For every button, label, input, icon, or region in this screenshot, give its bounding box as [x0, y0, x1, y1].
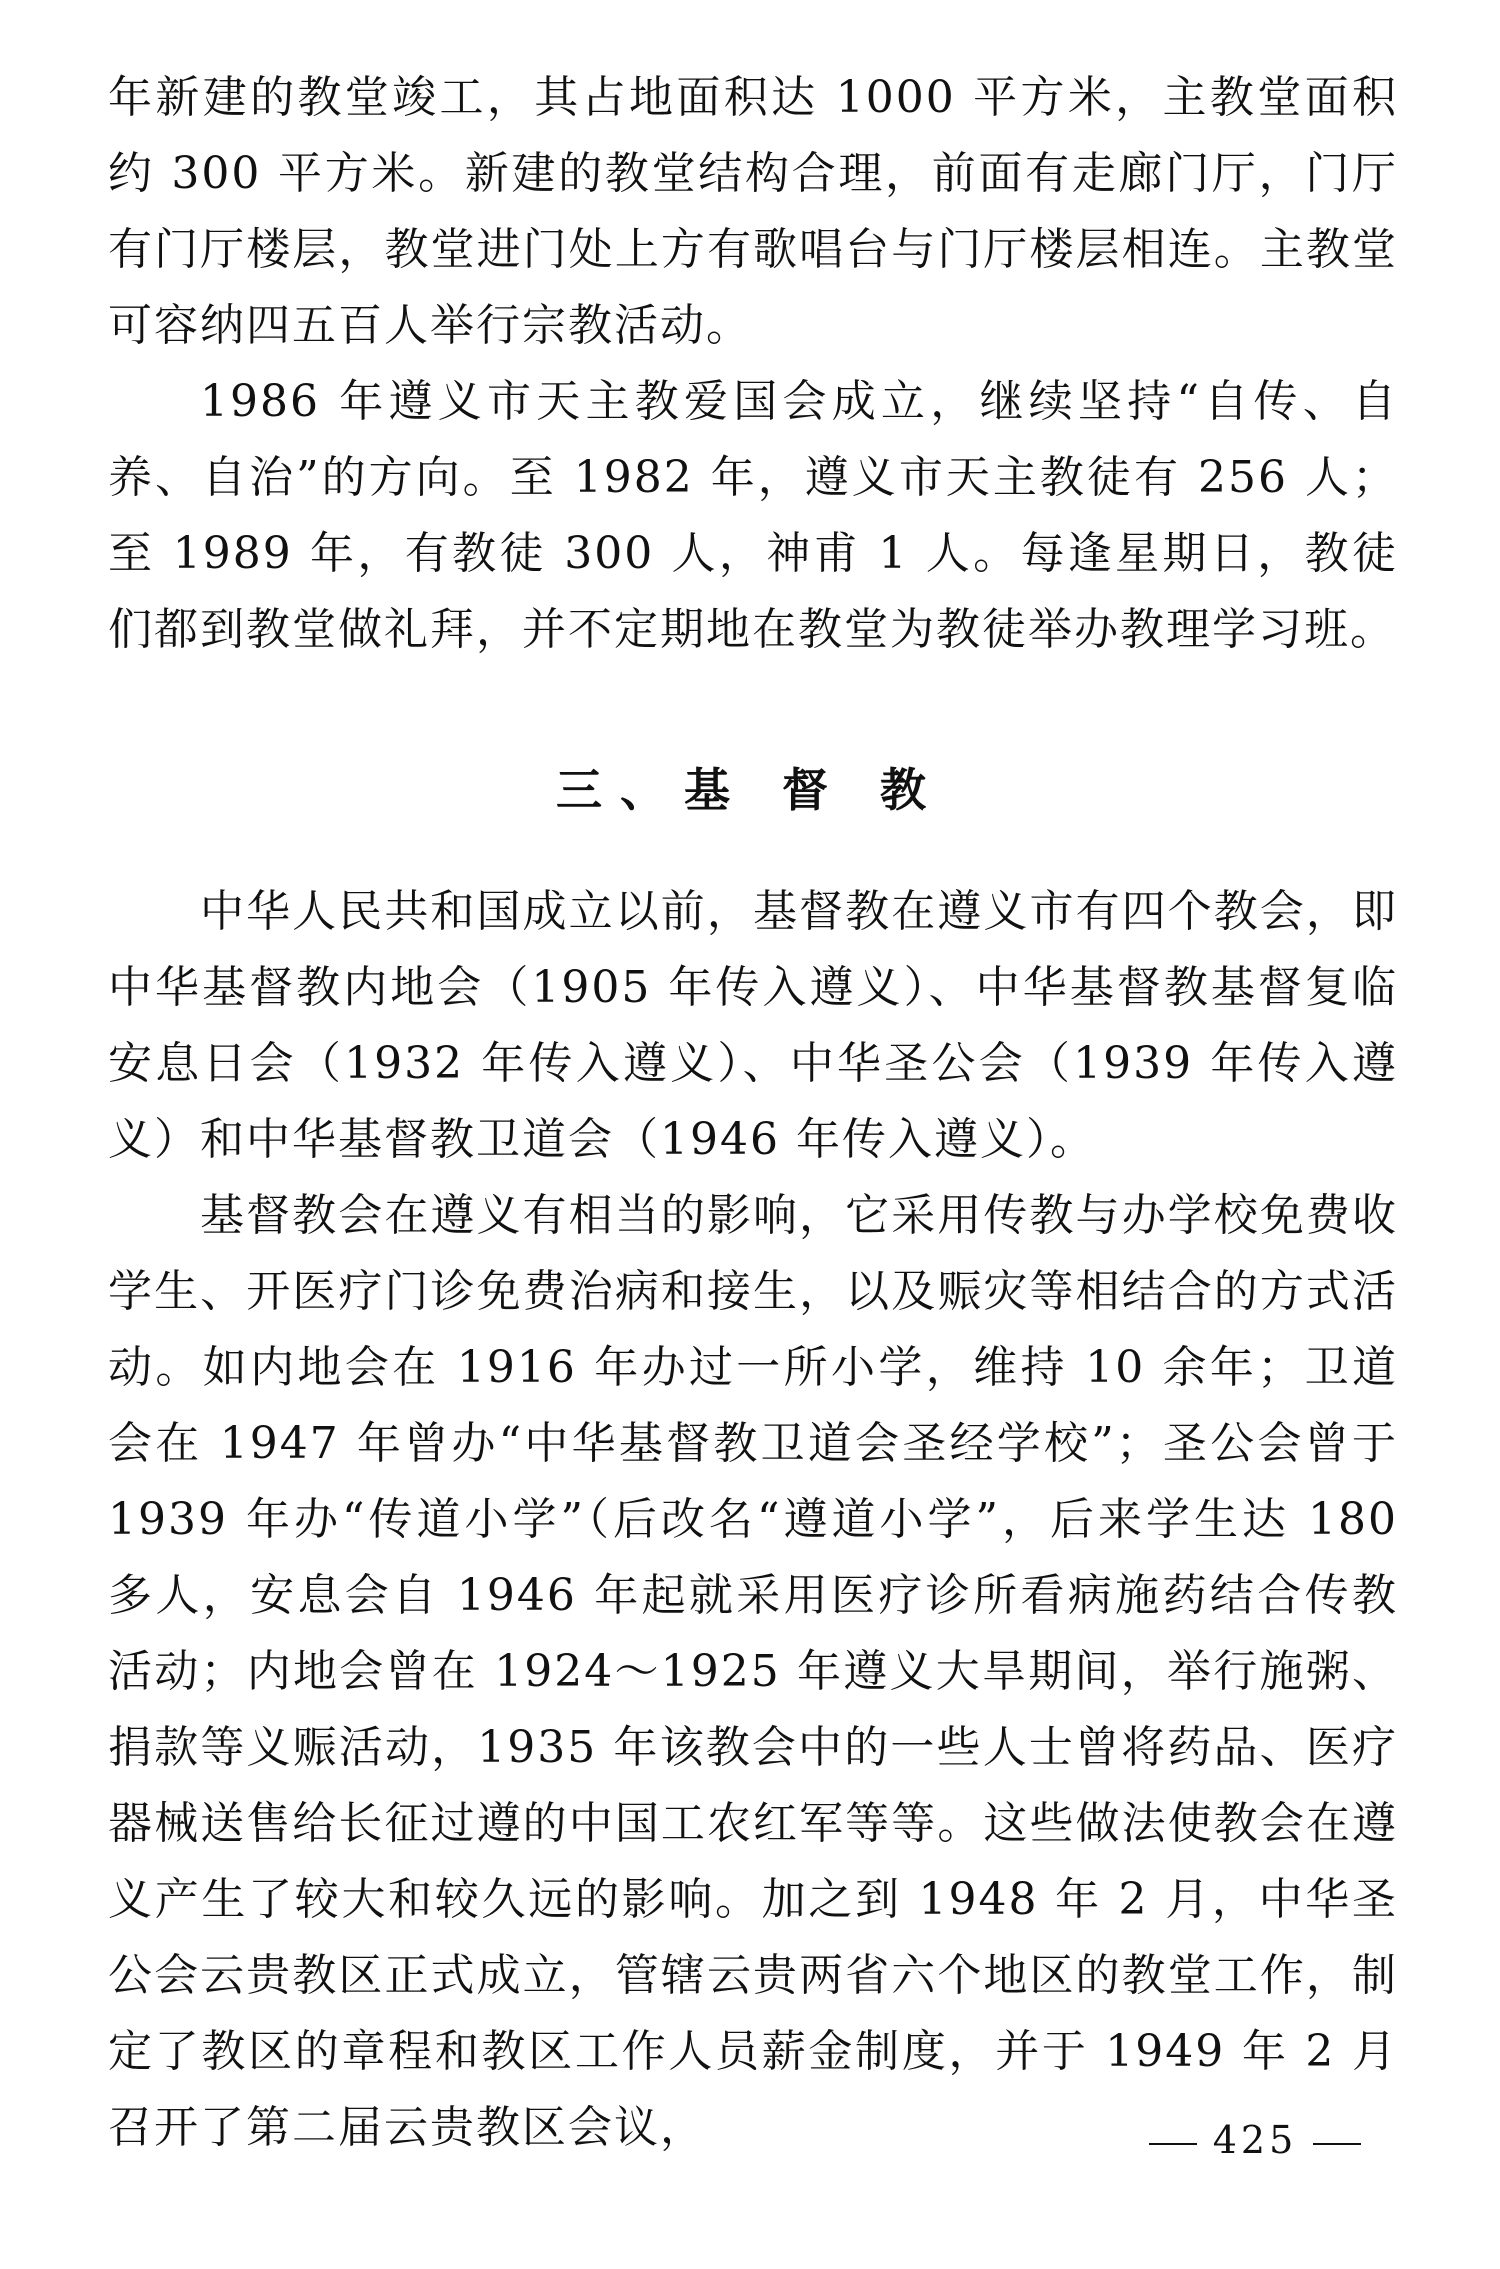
page-number-value: 425 [1212, 2118, 1298, 2162]
paragraph-christian-influence: 基督教会在遵义有相当的影响，它采用传教与办学校免费收学生、开医疗门诊免费治病和接生，以及赈灾等相结合的方式活动。如内地会在 1916 年办过一所小学，维持 10 余年；卫道会在 1947 年曾办“中华基督教卫道会圣经学校”；圣公会曾于 1939 年办“传道小学”（后改名“遵道小学”，后来学生达 180 多人，安息会自 1946 年起就采用医疗诊所看病施药结合传教活动；内地会曾在 1924～1925 年遵义大旱期间，举行施粥、捐款等义赈活动，1935 年该教会中的一些人士曾将药品、医疗器械送售给长征过遵的中国工农红军等等。这些做法使教会在遵义产生了较大和较久远的影响。加之到 1948 年 2 月，中华圣公会云贵教区正式成立，管辖云贵两省六个地区的教堂工作，制定了教区的章程和教区工作人员薪金制度，并于 1949 年 2 月召开了第二届云贵教区会议， [108, 1190, 1398, 2153]
dash-right [1313, 2143, 1361, 2145]
paragraph-catholic-association: 1986 年遵义市天主教爱国会成立，继续坚持“自传、自养、自治”的方向。至 1982 年，遵义市天主教徒有 256 人；至 1989 年，有教徒 300 人，神甫 1 人。每逢星期日，教徒们都到教堂做礼拜，并不定期地在教堂为教徒举办教理学习班。 [108, 376, 1398, 655]
section-title-christianity: 三、基 督 教 [555, 763, 945, 817]
dash-left [1149, 2143, 1197, 2145]
page-number [1130, 2110, 1380, 2170]
paragraph-catholic-church-building: 年新建的教堂竣工，其占地面积达 1000 平方米，主教堂面积约 300 平方米。新建的教堂结构合理，前面有走廊门厅，门厅有门厅楼层，教堂进门处上方有歌唱台与门厅楼层相连。主教堂可容纳四五百人举行宗教活动。 [108, 72, 1398, 351]
paragraph-christian-churches: 中华人民共和国成立以前，基督教在遵义市有四个教会，即中华基督教内地会（1905 年传入遵义）、中华基督教基督复临安息日会（1932 年传入遵义）、中华圣公会（1939 年传入遵义）和中华基督教卫道会（1946 年传入遵义）。 [108, 886, 1398, 1165]
